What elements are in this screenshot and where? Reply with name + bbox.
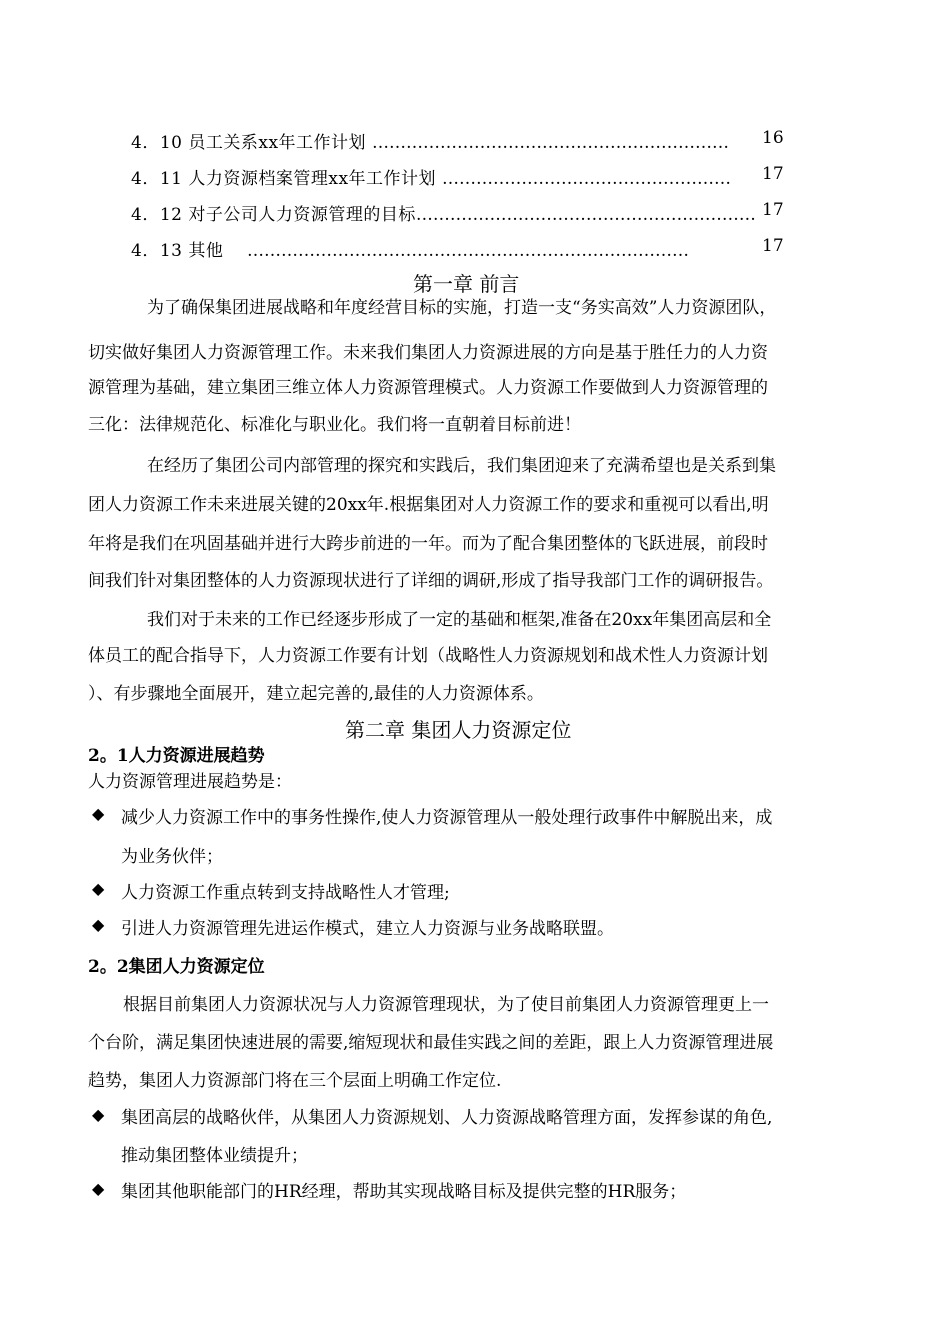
- toc-leader-dots: ……………………………………………: [441, 169, 731, 189]
- diamond-bullet-icon: ◆: [92, 1179, 105, 1198]
- toc-page-number: 17: [762, 200, 784, 220]
- paragraph-line: 间我们针对集团整体的人力资源现状进行了详细的调研,形成了指导我部门工作的调研报告。: [88, 571, 774, 591]
- toc-title: 员工关系xx年工作计划: [188, 133, 367, 153]
- toc-entry: [131, 164, 731, 189]
- paragraph-line: 在经历了集团公司内部管理的探究和实践后，我们集团迎来了充满希望也是关系到集: [147, 456, 776, 476]
- chapter-1-title: 第一章 前言: [413, 272, 520, 296]
- toc-page-number: 17: [762, 236, 784, 256]
- paragraph-line: 切实做好集团人力资源管理工作。未来我们集团人力资源进展的方向是基于胜任力的人力资: [88, 343, 768, 363]
- paragraph-line: ）、有步骤地全面展开，建立起完善的,最佳的人力资源体系。: [88, 684, 544, 704]
- diamond-bullet-icon: ◆: [92, 804, 105, 823]
- paragraph-line: 三化：法律规范化、标准化与职业化。我们将一直朝着目标前进！: [88, 415, 581, 435]
- paragraph-line: 体员工的配合指导下，人力资源工作要有计划（战略性人力资源规划和战术性人力资源计划: [88, 646, 768, 666]
- bullet-text: 引进人力资源管理先进运作模式，建立人力资源与业务战略联盟。: [121, 919, 614, 939]
- toc-entry: [131, 236, 689, 261]
- toc-title: 其他: [188, 241, 224, 261]
- chapter-2-title: 第二章 集团人力资源定位: [345, 718, 572, 742]
- diamond-bullet-icon: ◆: [92, 915, 105, 934]
- bullet-text-continuation: 为业务伙伴；: [121, 847, 223, 867]
- diamond-bullet-icon: ◆: [92, 1105, 105, 1124]
- paragraph-line: 团人力资源工作未来进展关键的20xx年.根据集团对人力资源工作的要求和重视可以看出,明: [88, 495, 769, 515]
- paragraph-line: 我们对于未来的工作已经逐步形成了一定的基础和框架,准备在20xx年集团高层和全: [147, 610, 772, 630]
- toc-title: 人力资源档案管理xx年工作计划: [188, 169, 437, 189]
- toc-number: 4．10: [131, 133, 183, 153]
- bullet-text-continuation: 推动集团整体业绩提升；: [121, 1146, 308, 1166]
- toc-page-number: 17: [762, 164, 784, 184]
- paragraph-line: 个台阶，满足集团快速进展的需要,缩短现状和最佳实践之间的差距，跟上人力资源管理进展: [88, 1033, 774, 1053]
- bullet-text: 减少人力资源工作中的事务性操作,使人力资源管理从一般处理行政事件中解脱出来，成: [121, 808, 773, 828]
- section-2-1-heading: 2。1人力资源进展趋势: [88, 746, 265, 766]
- bullet-text: 人力资源工作重点转到支持战略性人才管理;: [121, 883, 450, 903]
- bullet-text: 集团其他职能部门的HR经理，帮助其实现战略目标及提供完整的HR服务；: [121, 1182, 687, 1202]
- toc-number: 4．13: [131, 241, 183, 261]
- toc-leader-dots: ……………………………………………………: [415, 205, 756, 225]
- paragraph-line: 源管理为基础，建立集团三维立体人力资源管理模式。人力资源工作要做到人力资源管理的: [88, 378, 768, 398]
- toc-title: 对子公司人力资源管理的目标: [188, 205, 416, 225]
- section-2-1-intro: 人力资源管理进展趋势是：: [88, 772, 292, 792]
- toc-number: 4．11: [131, 169, 183, 189]
- toc-leader-dots: ………………………………………………………: [371, 133, 729, 153]
- paragraph-line: 根据目前集团人力资源状况与人力资源管理现状，为了使目前集团人力资源管理更上一: [123, 995, 769, 1015]
- diamond-bullet-icon: ◆: [92, 879, 105, 898]
- paragraph-line: 年将是我们在巩固基础并进行大跨步前进的一年。而为了配合集团整体的飞跃进展，前段时: [88, 534, 768, 554]
- toc-leader-dots: ……………………………………………………………………: [246, 241, 689, 261]
- toc-entry: [131, 128, 729, 153]
- bullet-text: 集团高层的战略伙伴，从集团人力资源规划、人力资源战略管理方面，发挥参谋的角色,: [121, 1108, 773, 1128]
- toc-entry: [131, 200, 756, 225]
- toc-page-number: 16: [762, 128, 784, 148]
- section-2-2-heading: 2。2集团人力资源定位: [88, 957, 265, 977]
- toc-number: 4．12: [131, 205, 183, 225]
- paragraph-line: 趋势，集团人力资源部门将在三个层面上明确工作定位.: [88, 1071, 502, 1091]
- paragraph-line: 为了确保集团进展战略和年度经营目标的实施，打造一支“务实高效”人力资源团队，: [147, 298, 777, 318]
